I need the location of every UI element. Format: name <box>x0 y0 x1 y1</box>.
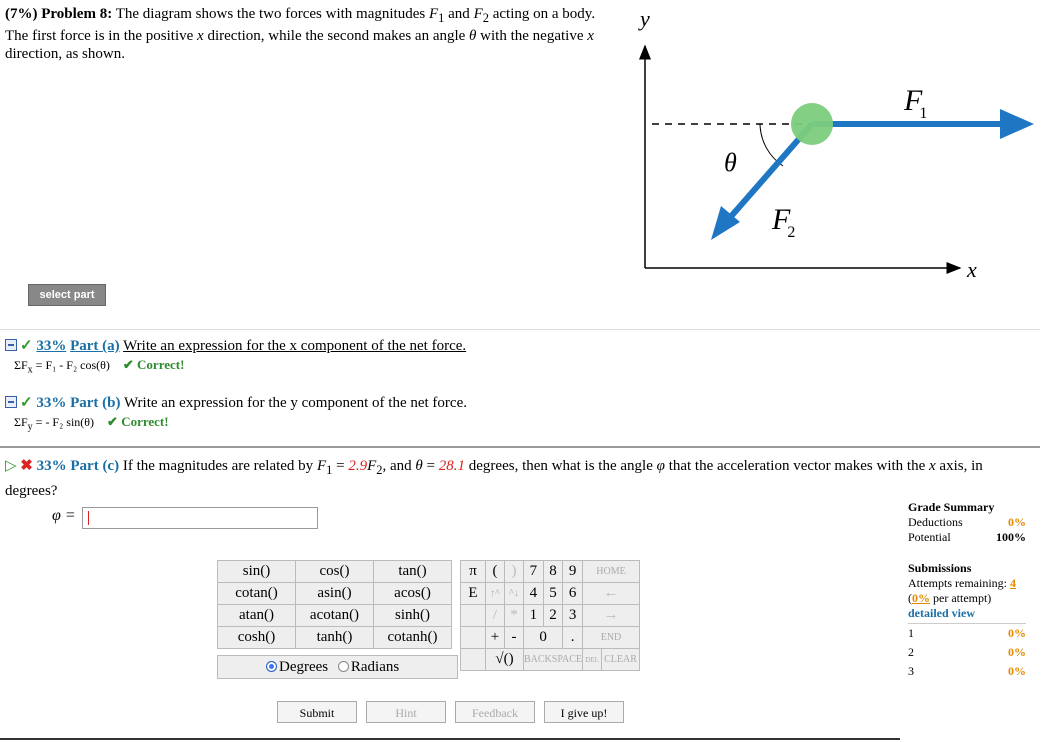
f2-subscript: 2 <box>482 11 489 25</box>
seven-key[interactable]: 7 <box>524 561 544 583</box>
four-key[interactable]: 4 <box>524 583 544 605</box>
part-a-label[interactable]: Part (a) <box>70 338 120 354</box>
theta-symbol: θ <box>469 28 477 44</box>
atan-button[interactable]: atan() <box>218 605 296 627</box>
check-icon: ✓ <box>20 395 33 411</box>
submission-value: 0% <box>1008 626 1026 640</box>
body-circle <box>791 103 833 145</box>
degrees-radio[interactable] <box>266 661 277 672</box>
part-b-label: Part (b) <box>70 395 121 411</box>
problem-text: The diagram shows the two forces with magnitudes <box>115 6 429 22</box>
problem-text: direction, as shown. <box>5 46 125 62</box>
submission-number: 1 <box>908 626 914 640</box>
x-symbol: x <box>587 28 594 44</box>
part-b-question: Write an expression for the y component of the net force. <box>123 395 467 411</box>
part-b-percent: 33% <box>36 395 67 411</box>
lparen-key[interactable]: ( <box>486 561 505 583</box>
x-axis-label: x <box>967 257 977 282</box>
clear-key[interactable]: CLEAR <box>602 649 640 671</box>
question-text: , and <box>382 458 416 474</box>
phi-symbol: φ <box>656 458 665 474</box>
radians-radio[interactable] <box>338 661 349 672</box>
three-key[interactable]: 3 <box>563 605 583 627</box>
two-key[interactable]: 2 <box>543 605 563 627</box>
part-a-question[interactable]: Write an expression for the x component of the net force. <box>123 338 467 354</box>
y-axis-label: y <box>640 6 650 31</box>
grade-summary <box>908 500 1026 681</box>
collapse-icon[interactable] <box>5 396 17 408</box>
give-up-button[interactable]: I give up! <box>544 701 624 723</box>
problem-title: Problem 8: <box>41 6 113 22</box>
collapse-icon[interactable] <box>5 339 17 351</box>
tan-button[interactable]: tan() <box>374 561 452 583</box>
theta-symbol: θ <box>415 458 423 474</box>
submission-number: 3 <box>908 664 914 678</box>
e-key[interactable]: E <box>461 583 486 605</box>
sqrt-key[interactable]: √() <box>486 649 524 671</box>
detailed-view-link[interactable]: detailed view <box>908 606 975 620</box>
problem-text: with the negative <box>476 28 588 44</box>
answer-subscript: x <box>27 364 33 376</box>
cos-button[interactable]: cos() <box>296 561 374 583</box>
per-attempt-pct: 0% <box>912 591 930 605</box>
potential-value: 100% <box>996 530 1026 544</box>
f2-symbol: F <box>367 458 377 474</box>
select-part-button[interactable]: select part <box>28 284 106 306</box>
f1-subscript: 1 <box>326 463 333 477</box>
answer-expression: = F₁ - F₂ cos(θ) <box>32 358 110 372</box>
divider <box>0 329 1040 330</box>
f1-symbol: F <box>316 458 327 474</box>
answer-symbol: ΣF <box>14 358 28 372</box>
part-c-percent: 33% <box>36 458 67 474</box>
x-symbol: x <box>197 28 204 44</box>
part-b-answer <box>14 414 169 432</box>
per-attempt-open: ( <box>908 591 912 605</box>
hint-button[interactable]: Hint <box>366 701 446 723</box>
f1-arrowhead <box>1000 109 1034 139</box>
backspace-key[interactable]: BACKSPACE <box>524 649 583 671</box>
minus-key[interactable]: - <box>505 627 524 649</box>
answer-expression: = - F₂ sin(θ) <box>32 415 95 429</box>
f2-subscript: 2 <box>376 463 383 477</box>
deductions-label: Deductions <box>908 515 963 529</box>
six-key[interactable]: 6 <box>563 583 583 605</box>
question-text: degrees, then what is the angle <box>465 458 657 474</box>
sinh-button[interactable]: sinh() <box>374 605 452 627</box>
submissions-title: Submissions <box>908 561 972 575</box>
problem-text: and <box>444 6 474 22</box>
acos-button[interactable]: acos() <box>374 583 452 605</box>
one-key[interactable]: 1 <box>524 605 544 627</box>
per-attempt <box>908 591 1026 606</box>
per-attempt-text: per attempt) <box>930 591 992 605</box>
zero-key[interactable]: 0 <box>524 627 563 649</box>
divide-key[interactable]: / <box>486 605 505 627</box>
check-icon: ✓ <box>20 338 33 354</box>
eight-key[interactable]: 8 <box>543 561 563 583</box>
f1-symbol: F <box>428 6 439 22</box>
force-diagram <box>632 6 1037 286</box>
submit-button[interactable]: Submit <box>277 701 357 723</box>
problem-text: direction, while the second makes an angle <box>203 28 470 44</box>
attempts-label: Attempts remaining: <box>908 576 1010 590</box>
question-text: If the magnitudes are related by <box>122 458 317 474</box>
answer-symbol: ΣF <box>14 415 28 429</box>
home-key[interactable]: HOME <box>583 561 640 583</box>
right-arrow-key[interactable]: → <box>583 605 640 627</box>
cotan-button[interactable]: cotan() <box>218 583 296 605</box>
acotan-button[interactable]: acotan() <box>296 605 374 627</box>
grade-summary-title: Grade Summary <box>908 500 995 514</box>
f2-symbol: F <box>473 6 483 22</box>
part-c-label: Part (c) <box>70 458 120 474</box>
part-a-header[interactable] <box>5 337 466 355</box>
submission-row <box>908 624 1026 643</box>
correct-badge: ✔ Correct! <box>122 357 185 372</box>
pi-key[interactable]: π <box>461 561 486 583</box>
divider <box>0 446 1040 448</box>
function-keypad <box>217 560 452 649</box>
radians-label[interactable]: Radians <box>350 659 400 675</box>
deductions-row <box>908 515 1026 530</box>
up-key[interactable]: ↑^ <box>486 583 505 605</box>
question-text: axis, in degrees? <box>5 458 983 499</box>
deductions-value: 0% <box>1008 515 1026 529</box>
cotanh-button[interactable]: cotanh() <box>374 627 452 649</box>
answer-subscript: y <box>27 421 33 433</box>
submission-value: 0% <box>1008 664 1026 678</box>
ratio-value: 2.9 <box>348 458 368 474</box>
answer-input[interactable] <box>82 507 318 529</box>
attempts-value: 4 <box>1009 576 1016 590</box>
submission-number: 2 <box>908 645 914 659</box>
part-a-answer <box>14 357 184 375</box>
potential-row <box>908 530 1026 545</box>
f1-subscript: 1 <box>438 11 445 25</box>
numeric-keypad <box>460 560 640 671</box>
rparen-key[interactable]: ) <box>505 561 524 583</box>
nine-key[interactable]: 9 <box>563 561 583 583</box>
angle-value: 28.1 <box>438 458 466 474</box>
sin-button[interactable]: sin() <box>218 561 296 583</box>
answer-label: φ = <box>52 507 76 524</box>
bottom-divider <box>0 738 900 740</box>
problem-statement <box>5 5 615 63</box>
question-text: that the acceleration vector makes with the <box>664 458 929 474</box>
theta-label: θ <box>724 148 737 177</box>
multiply-key[interactable]: * <box>505 605 524 627</box>
submission-row <box>908 662 1026 681</box>
delete-key[interactable]: DEL <box>583 649 602 671</box>
angle-mode-selector <box>217 655 458 679</box>
submission-row <box>908 643 1026 662</box>
text-caret <box>88 511 89 525</box>
question-text: = <box>332 458 349 474</box>
play-icon: ▷ <box>5 458 17 474</box>
end-key[interactable]: END <box>583 627 640 649</box>
attempts-remaining <box>908 576 1026 591</box>
cosh-button[interactable]: cosh() <box>218 627 296 649</box>
incorrect-icon: ✖ <box>20 458 33 474</box>
dot-key[interactable]: . <box>563 627 583 649</box>
left-arrow-key[interactable]: ← <box>583 583 640 605</box>
part-a-percent[interactable]: 33% <box>36 338 67 354</box>
problem-text: acting on a body. The first force is in the positive <box>5 6 596 44</box>
x-symbol: x <box>929 458 936 474</box>
problem-weight: (7%) <box>5 6 38 22</box>
feedback-button[interactable]: Feedback <box>455 701 535 723</box>
plus-key[interactable]: + <box>486 627 505 649</box>
potential-label: Potential <box>908 530 951 544</box>
tanh-button[interactable]: tanh() <box>296 627 374 649</box>
degrees-label[interactable]: Degrees <box>279 659 329 675</box>
question-text: = <box>422 458 439 474</box>
asin-button[interactable]: asin() <box>296 583 374 605</box>
f2-label: F2 <box>772 203 796 241</box>
part-c-header <box>5 456 1035 502</box>
down-key[interactable]: ^↓ <box>505 583 524 605</box>
five-key[interactable]: 5 <box>543 583 563 605</box>
correct-badge: ✔ Correct! <box>107 414 169 429</box>
part-b-header[interactable] <box>5 394 467 412</box>
f1-label: F1 <box>904 84 928 122</box>
submission-value: 0% <box>1008 645 1026 659</box>
